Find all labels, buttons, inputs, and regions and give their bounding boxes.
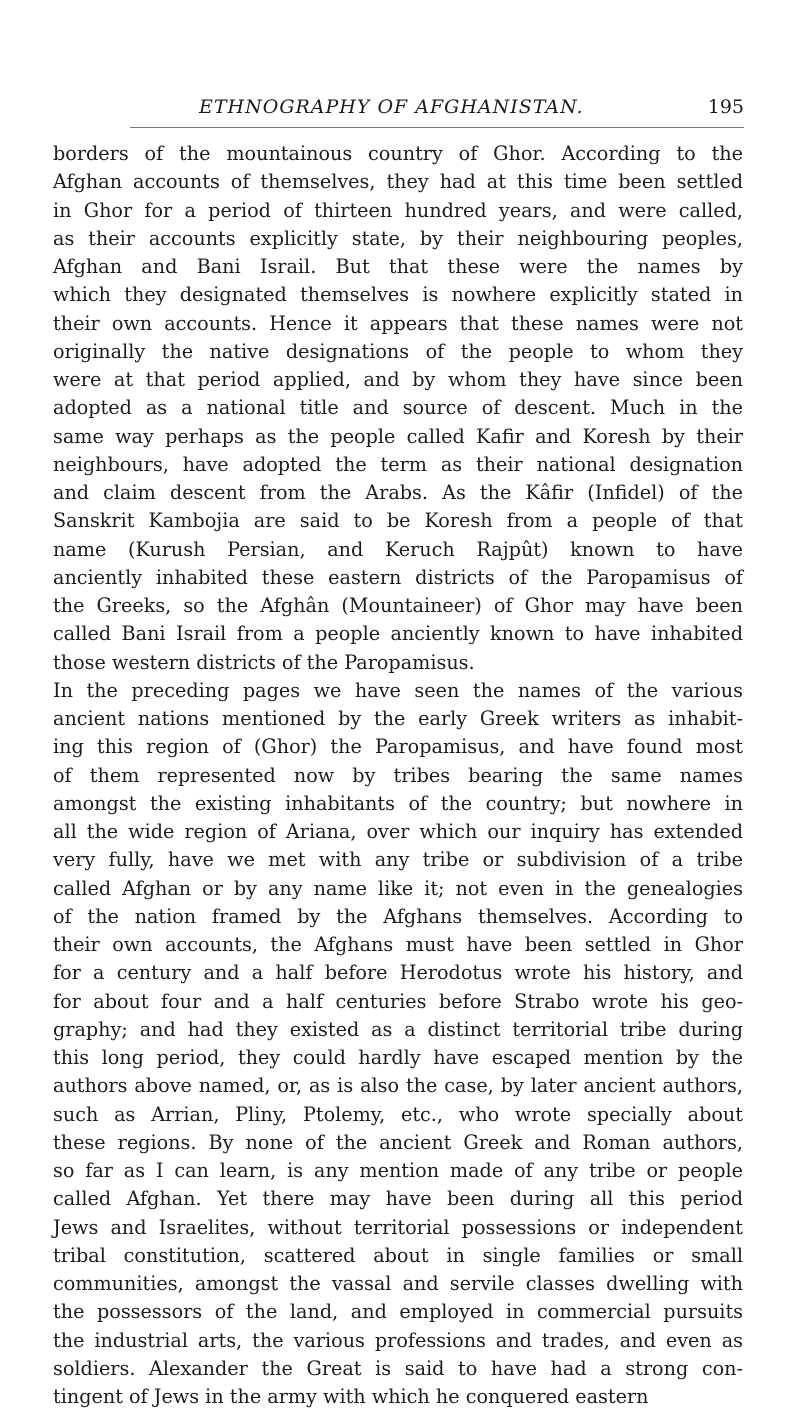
text-line: of them represented now by tribes bearing the same names [53, 763, 743, 787]
text-line: very fully, have we met with any tribe or subdivision of a tribe [53, 848, 743, 872]
text-line: originally the native designations of the people to whom they [53, 339, 743, 363]
text-line: borders of the mountainous country of Ghor. According to the [53, 142, 743, 165]
page-number: 195 [707, 96, 744, 118]
text-line: the Greeks, so the Afghân (Mountaineer) of Ghor may have been [53, 594, 743, 617]
text-line: amongst the existing inhabitants of the country; but nowhere in [53, 791, 743, 815]
text-line: called Afghan or by any name like it; not even in the genealogies [53, 876, 743, 900]
text-line: which they designated themselves is nowhere explicitly stated in [53, 283, 743, 307]
text-line: In the preceding pages we have seen the names of the various [53, 678, 743, 702]
body-text [53, 140, 743, 1411]
text-line: and claim descent from the Arabs. As the Kâfir (Infidel) of the [53, 481, 743, 504]
text-line: the possessors of the land, and employed in commercial pursuits [53, 1300, 743, 1324]
text-line: of the nation framed by the Afghans themselves. According to [53, 904, 743, 928]
text-line: such as Arrian, Pliny, Ptolemy, etc., who wrote specially about [53, 1102, 743, 1126]
page-header [199, 96, 744, 126]
text-line: Jews and Israelites, without territorial possessions or independent [53, 1215, 743, 1239]
text-line: name (Kurush Persian, and Keruch Rajpût) known to have [53, 537, 743, 561]
text-line: their own accounts. Hence it appears that these names were not [53, 311, 743, 335]
text-line: so far as I can learn, is any mention made of any tribe or people [53, 1159, 743, 1182]
text-line: ancient nations mentioned by the early Greek writers as inhabit- [53, 707, 743, 730]
text-line: Afghan and Bani Israil. But that these were the names by [53, 255, 743, 278]
text-line: this long period, they could hardly have escaped mention by the [53, 1046, 743, 1069]
text-line: adopted as a national title and source of descent. Much in the [53, 396, 743, 420]
text-line: those western districts of the Paropamisus. [53, 650, 475, 674]
text-line: called Bani Israil from a people anciently known to have inhabited [53, 622, 743, 646]
text-line: Afghan accounts of themselves, they had at this time been settled [53, 170, 743, 194]
text-line: Sanskrit Kambojia are said to be Koresh from a people of that [53, 509, 743, 533]
text-line: neighbours, have adopted the term as their national designation [53, 452, 743, 476]
text-line: all the wide region of Ariana, over which our inquiry has extended [53, 820, 743, 843]
text-line: for a century and a half before Herodotus wrote his history, and [53, 961, 743, 985]
text-line: their own accounts, the Afghans must have been settled in Ghor [53, 933, 743, 956]
text-line: these regions. By none of the ancient Greek and Roman authors, [53, 1130, 743, 1154]
text-line: soldiers. Alexander the Great is said to have had a strong con- [53, 1356, 743, 1380]
text-line: called Afghan. Yet there may have been during all this period [53, 1187, 743, 1211]
text-line: anciently inhabited these eastern districts of the Paropamisus of [53, 565, 743, 589]
text-line: ing this region of (Ghor) the Paropamisus, and have found most [53, 735, 743, 759]
header-rule [130, 127, 744, 128]
text-line: tingent of Jews in the army with which he conquered eastern [53, 1385, 649, 1408]
text-line: were at that period applied, and by whom they have since been [53, 368, 743, 391]
running-title: ETHNOGRAPHY OF AFGHANISTAN. [199, 96, 584, 118]
text-line: in Ghor for a period of thirteen hundred years, and were called, [53, 198, 743, 222]
text-line: communities, amongst the vassal and servile classes dwelling with [53, 1272, 743, 1295]
text-line: tribal constitution, scattered about in single families or small [53, 1243, 743, 1267]
text-line: the industrial arts, the various professions and trades, and even as [53, 1328, 743, 1352]
text-line: authors above named, or, as is also the case, by later ancient authors, [53, 1074, 743, 1098]
text-line: as their accounts explicitly state, by their neighbouring peoples, [53, 226, 743, 250]
text-line: same way perhaps as the people called Kafir and Koresh by their [53, 424, 743, 448]
text-line: graphy; and had they existed as a distinct territorial tribe during [53, 1017, 743, 1041]
text-line: for about four and a half centuries before Strabo wrote his geo- [53, 989, 743, 1013]
